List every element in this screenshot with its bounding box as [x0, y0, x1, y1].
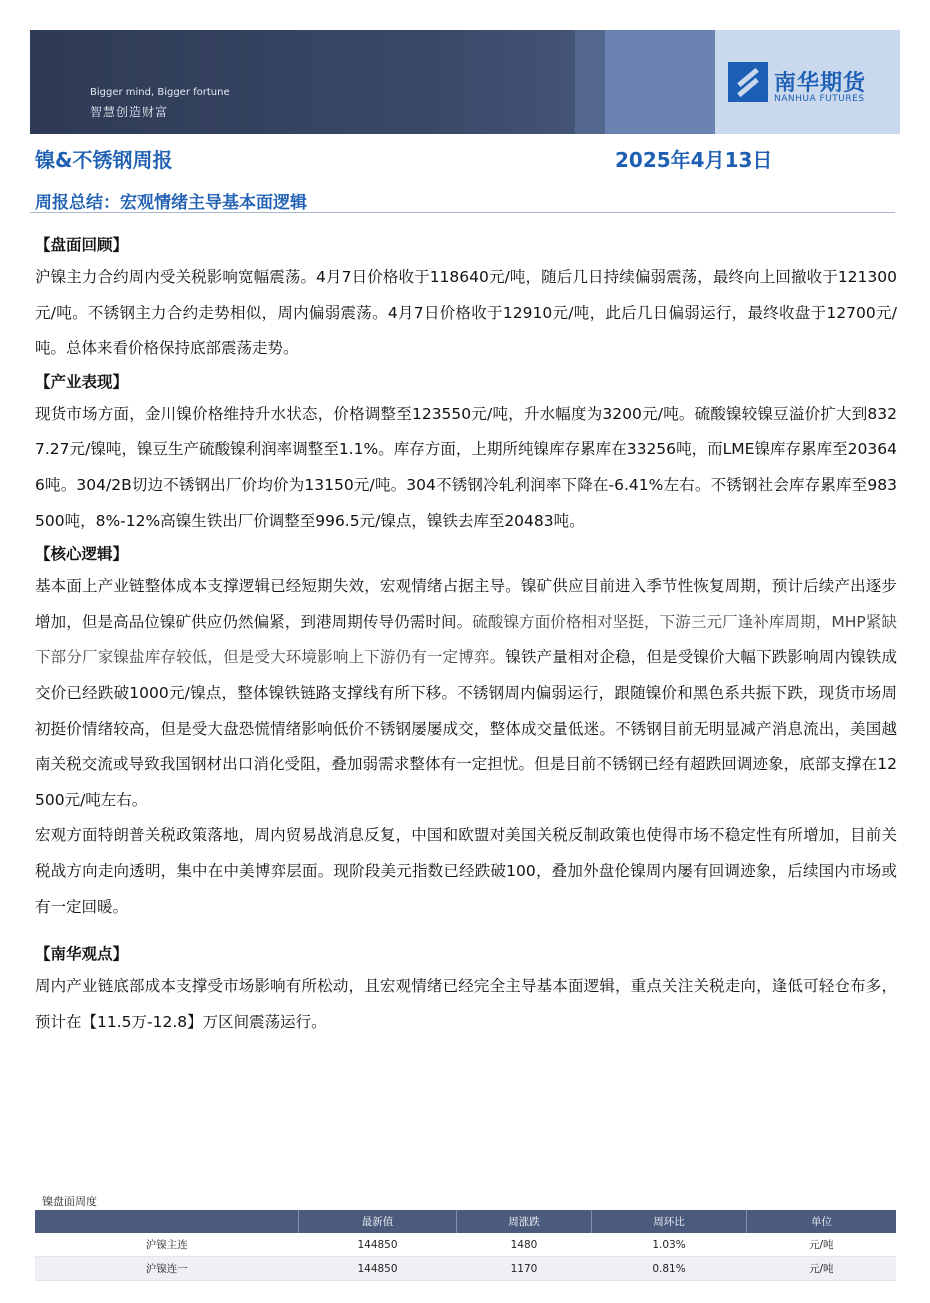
section-heading-logic: 【核心逻辑】	[35, 545, 129, 564]
header-banner	[30, 30, 900, 134]
report-body	[35, 230, 897, 1040]
table-cell: 0.81%	[592, 1257, 747, 1281]
table-cell: 144850	[299, 1233, 457, 1257]
section-text-macro: 宏观方面特朗普关税政策落地，周内贸易战消息反复，中国和欧盟对美国关税反制政策也使得市场不稳定性有所增加，目前关税战方向走向透明，集中在中美博弈层面。现阶段美元指数已经跌破100，叠加外盘伦镍周内屡有回调迹象，后续国内市场或有一定回暖。	[35, 826, 897, 916]
table-cell: 元/吨	[747, 1233, 897, 1257]
company-logo	[715, 30, 900, 134]
summary-title: 周报总结：宏观情绪主导基本面逻辑	[35, 193, 307, 213]
table-cell: 沪镍主连	[35, 1233, 299, 1257]
nanhua-logo-icon	[728, 62, 768, 102]
logic-text-part: 硫酸镍方面价格相对坚挺，下游三元厂逢补库周期，MHP紧缺下部分厂家镍盐库存较低，但是受大环境影响上下游仍有一定博弈。	[35, 612, 897, 667]
table-cell: 元/吨	[747, 1257, 897, 1281]
table-caption: 镍盘面周度	[42, 1195, 97, 1208]
table-header-cell: 周涨跌	[457, 1210, 592, 1233]
nickel-weekly-table	[35, 1210, 896, 1281]
table-header-cell: 单位	[747, 1210, 897, 1233]
table-cell: 144850	[299, 1257, 457, 1281]
report-title: 镍&不锈钢周报	[35, 148, 173, 172]
table-header-cell: 周环比	[592, 1210, 747, 1233]
table-cell: 1480	[457, 1233, 592, 1257]
slogan-cn: 智慧创造财富	[90, 105, 169, 119]
logic-text-part: 基本面上产业链整体成本支撑逻辑已经短期失效，宏观情绪占据主导。镍矿供应目前进入季节性恢复周期，预计后续产出逐步增加，但是高品位镍矿供应仍然偏紧，到港周期传导仍需时间。	[35, 577, 897, 631]
logic-text-part: 镍铁产量相对企稳，但是受镍价大幅下跌影响周内镍铁成交价已经跌破1000元/镍点，整体镍铁链路支撑线有所下移。不锈钢周内偏弱运行，跟随镍价和黑色系共振下跌，现货市场周初挺价情绪较高，但是受大盘恐慌情绪影响低价不锈钢屡屡成交，整体成交量低迷。不锈钢目前无明显减产消息流出，美国越南关税交流或导致我国钢材出口消化受阻，叠加弱需求整体有一定担忧。但是目前不锈钢已经有超跌回调迹象，底部支撑在12500元/吨左右。	[35, 648, 897, 809]
section-heading-industry: 【产业表现】	[35, 372, 129, 391]
banner-stripe	[605, 30, 715, 134]
table-row	[35, 1233, 896, 1257]
table-cell: 1.03%	[592, 1233, 747, 1257]
section-heading-review: 【盘面回顾】	[35, 236, 129, 254]
table-header-row	[35, 1210, 896, 1233]
table-header-cell: 最新值	[299, 1210, 457, 1233]
table-header-cell	[35, 1210, 299, 1233]
table-cell: 沪镍连一	[35, 1257, 299, 1281]
table-row	[35, 1257, 896, 1281]
divider	[30, 212, 895, 213]
section-text-logic	[35, 569, 897, 818]
table-cell: 1170	[457, 1257, 592, 1281]
slogan-en: Bigger mind, Bigger fortune	[90, 87, 230, 98]
section-text-view: 周内产业链底部成本支撑受市场影响有所松动，且宏观情绪已经完全主导基本面逻辑，重点关注关税走向，逢低可轻仓布多，预计在【11.5万-12.8】万区间震荡运行。	[35, 977, 897, 1031]
section-text-industry: 现货市场方面，金川镍价格维持升水状态，价格调整至123550元/吨，升水幅度为3200元/吨。硫酸镍较镍豆溢价扩大到8327.27元/镍吨，镍豆生产硫酸镍利润率调整至1.1%。库存方面，上期所纯镍库存累库在33256吨，而LME镍库存累库至203646吨。304/2B切边不锈钢出厂价均价为13150元/吨。304不锈钢冷轧利润率下降在-6.41%左右。不锈钢社会库存累库至983500吨，8%-12%高镍生铁出厂价调整至996.5元/镍点，镍铁去库至20483吨。	[35, 404, 897, 530]
logo-name-cn: 南华期货	[774, 71, 867, 96]
report-date: 2025年4月13日	[615, 148, 773, 172]
section-text-review: 沪镍主力合约周内受关税影响宽幅震荡。4月7日价格收于118640元/吨，随后几日持续偏弱震荡，最终向上回撤收于121300元/吨。不锈钢主力合约走势相似，周内偏弱震荡。4月7日价格收于12910元/吨，此后几日偏弱运行，最终收盘于12700元/吨。总体来看价格保持底部震荡走势。	[35, 268, 897, 358]
logo-name-en: NANHUA FUTURES	[774, 94, 865, 104]
spacer	[35, 925, 897, 939]
section-heading-view: 【南华观点】	[35, 945, 129, 964]
banner-stripe	[575, 30, 605, 134]
